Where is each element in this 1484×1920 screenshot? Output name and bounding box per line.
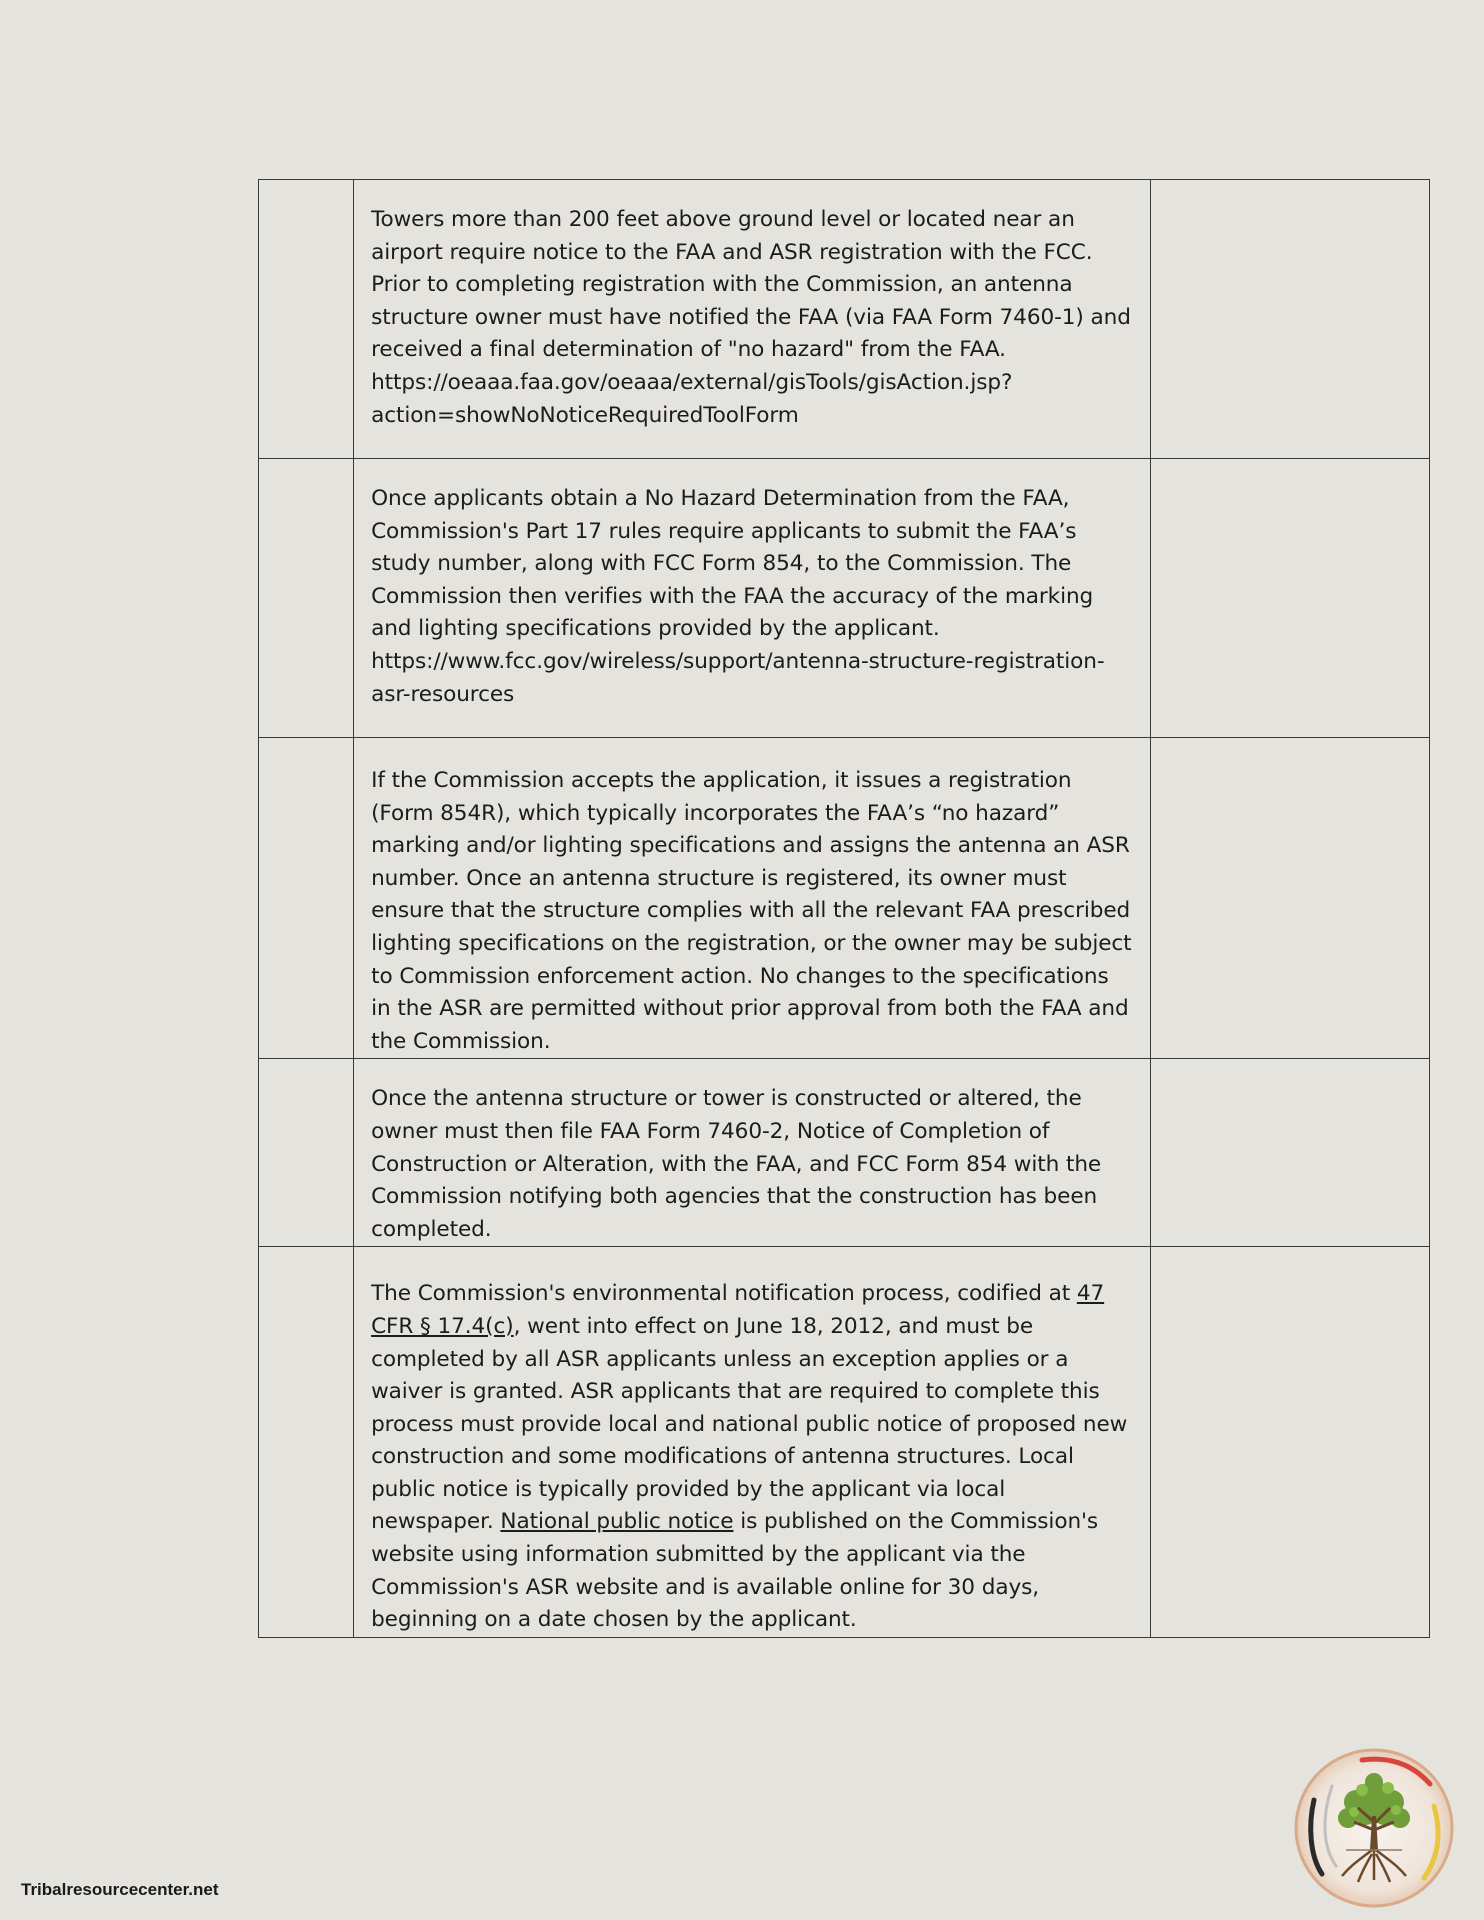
tree-of-life-icon — [1292, 1746, 1456, 1910]
row-number-cell — [259, 738, 354, 1059]
national-public-notice-link[interactable]: National public notice — [500, 1509, 734, 1535]
notes-cell — [1150, 738, 1429, 1059]
row-number-cell — [259, 1059, 354, 1247]
text-segment: is published on the Commission's website using information submitted by the applicant via the Commission's ASR website and is available online for 30 days, beginning on a date chosen by the applicant. — [371, 1509, 1099, 1633]
table-row — [259, 459, 1430, 738]
notes-cell — [1150, 1247, 1429, 1638]
table-row — [259, 738, 1430, 1059]
table-row — [259, 1247, 1430, 1638]
row-text — [371, 1278, 1134, 1637]
content-table — [258, 179, 1430, 1638]
notes-cell — [1150, 459, 1429, 738]
row-number-cell — [259, 180, 354, 459]
description-cell — [354, 1059, 1151, 1247]
description-cell — [354, 1247, 1151, 1638]
cfr-link[interactable]: 47 CFR § 17.4(c) — [371, 1281, 1105, 1339]
table-row — [259, 1059, 1430, 1247]
notes-cell — [1150, 1059, 1429, 1247]
row-text: Towers more than 200 feet above ground level or located near an airport require notice to the FAA and ASR registration with the FCC. Prior to completing registration with the Commission, an antenna structure owner must have notified the FAA (via FAA Form 7460-1) and received a final determination of "no hazard" from the FAA. https://oeaaa.faa.gov/oeaaa/external/gisTools/gisAction.jsp?action=showNoNoticeRequiredToolForm — [371, 207, 1131, 428]
text-segment: , went into effect on June 18, 2012, and must be completed by all ASR applicants unless an exception applies or a waiver is granted. ASR applicants that are required to complete this process must provide local and national public notice of proposed new construction and some modifications of antenna structures. Local public notice is typically provided by the applicant via local newspaper. — [371, 1313, 1128, 1535]
table-row — [259, 180, 1430, 459]
row-text: If the Commission accepts the application, it issues a registration (Form 854R), which typically incorporates the FAA’s “no hazard” marking and/or lighting specifications and assigns the antenna an ASR number. Once an antenna structure is registered, its owner must ensure that the structure complies with all the relevant FAA prescribed lighting specifications on the registration, or the owner may be subject to Commission enforcement action. No changes to the specifications in the ASR are permitted without prior approval from both the FAA and the Commission. — [371, 768, 1132, 1054]
row-text: Once the antenna structure or tower is constructed or altered, the owner must then file FAA Form 7460-2, Notice of Completion of Construction or Alteration, with the FAA, and FCC Form 854 with the Commission notifying both agencies that the construction has been completed. — [371, 1086, 1102, 1242]
description-cell — [354, 180, 1151, 459]
notes-cell — [1150, 180, 1429, 459]
description-cell — [354, 738, 1151, 1059]
row-number-cell — [259, 1247, 354, 1638]
row-number-cell — [259, 459, 354, 738]
footer-site-name: Tribalresourcecenter.net — [21, 1880, 219, 1899]
row-text: Once applicants obtain a No Hazard Determination from the FAA, Commission's Part 17 rules require applicants to submit the FAA’s study number, along with FCC Form 854, to the Commission. The Commission then verifies with the FAA the accuracy of the marking and lighting specifications provided by the applicant. https://www.fcc.gov/wireless/support/antenna-structure-registration-asr-resources — [371, 486, 1105, 707]
description-cell — [354, 459, 1151, 738]
text-segment: The Commission's environmental notification process, codified at — [371, 1281, 1077, 1307]
